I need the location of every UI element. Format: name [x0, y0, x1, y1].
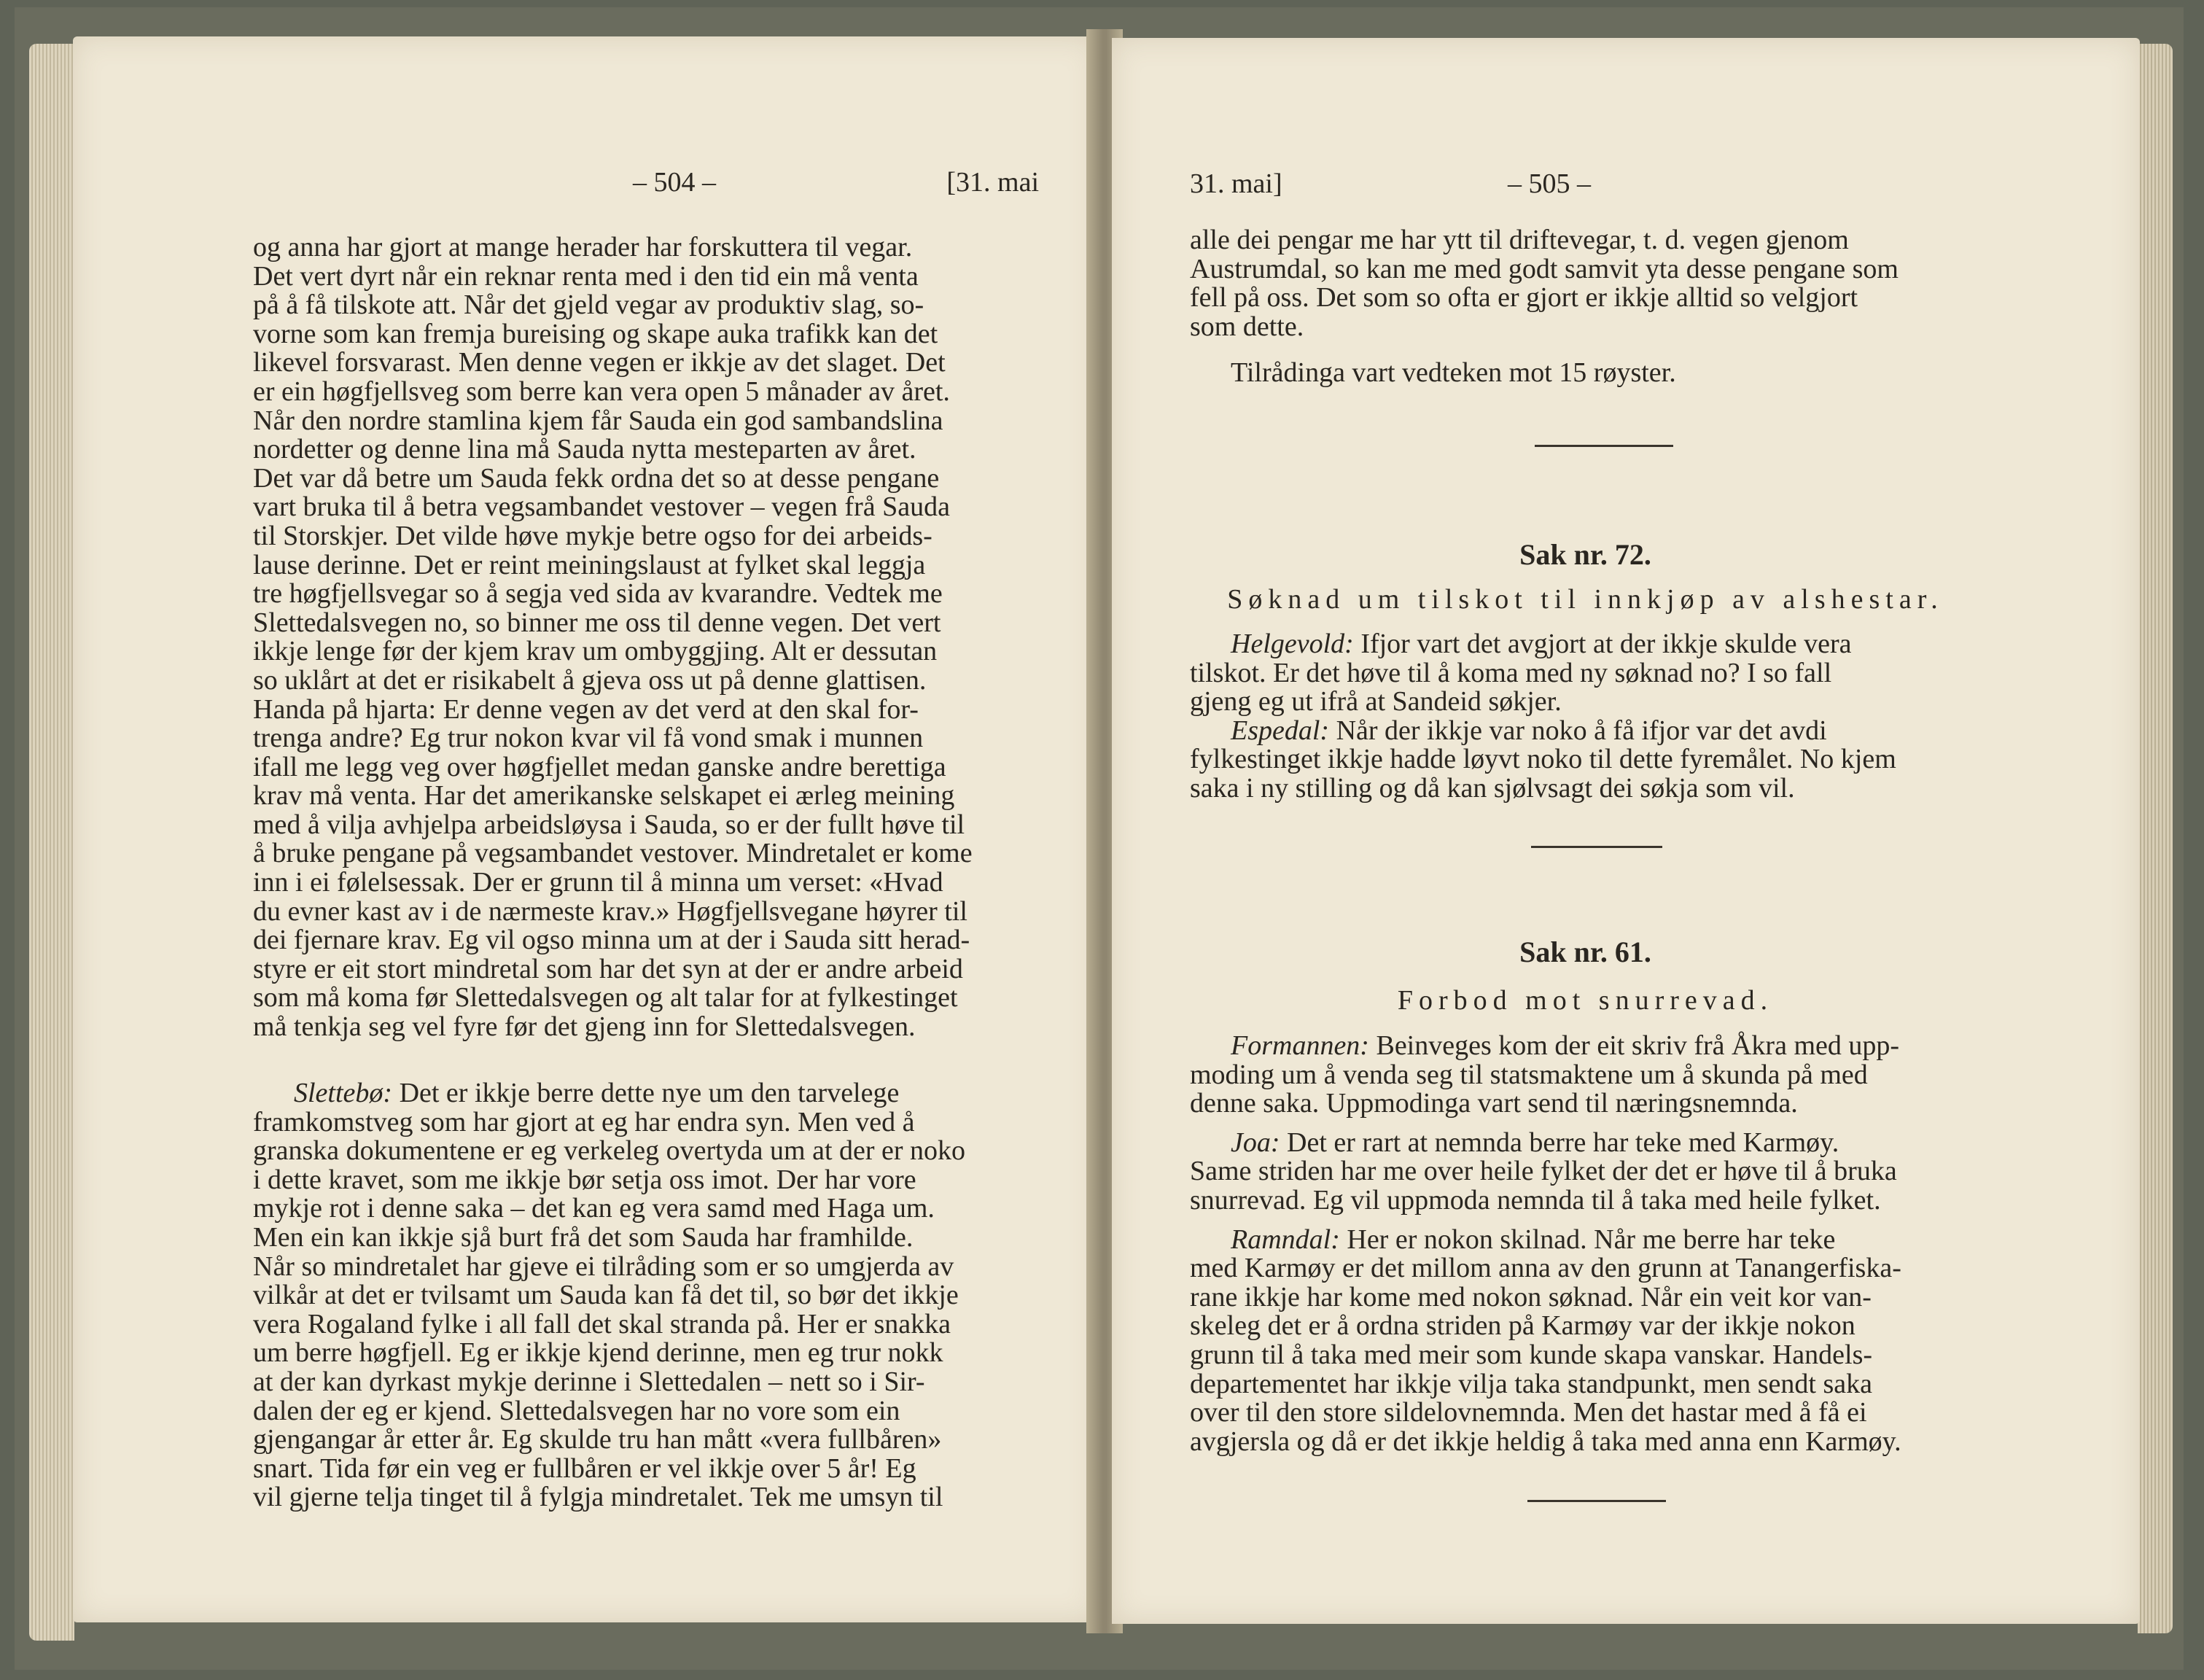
text-line: nordetter og denne lina må Sauda nytta mesteparten av året. — [253, 434, 916, 465]
section-divider — [1535, 445, 1673, 447]
text-line: tre høgfjellsvegar so å segja ved sida av kvarandre. Vedtek me — [253, 578, 943, 610]
text-line: i dette kravet, som me ikkje bør setja oss imot. Der har vore — [253, 1164, 916, 1195]
text-line: fylkestinget ikkje hadde løyvt noko til dette fyremålet. No kjem — [1190, 744, 1896, 775]
page-edges-left — [29, 44, 74, 1641]
text-line: du evner kast av i de nærmeste krav.» Høgfjellsvegane høyrer til — [253, 895, 967, 927]
text-line: over til den store sildelovnemnda. Men det hastar med å få ei — [1190, 1397, 1867, 1428]
page-edges-right — [2138, 44, 2173, 1633]
right-intro — [1190, 226, 1981, 388]
text-line: framkomstveg som har gjort at eg har endra syn. Men ved å — [253, 1106, 915, 1138]
sak-72-body — [1190, 630, 1981, 804]
text-line: vilkår at det er tvilsamt um Sauda kan få det til, so bør det ikkje — [253, 1280, 959, 1311]
sak-61-body — [1190, 1032, 1981, 1456]
text-line: Austrumdal, so kan me med godt samvit yta desse pengane som — [1190, 253, 1899, 284]
text-line: likevel forsvarast. Men denne vegen er ikkje av det slaget. Det — [253, 347, 946, 378]
text-line: departementet har ikkje vilja taka standpunkt, men sendt saka — [1190, 1368, 1872, 1399]
text-line: som dette. — [1190, 311, 1304, 342]
text-line: moding um å venda seg til statsmaktene um å skunda på med — [1190, 1059, 1868, 1090]
right-page — [1112, 38, 2140, 1624]
text-line: gjengangar år etter år. Eg skulde tru han mått «vera fullbåren» — [253, 1424, 942, 1455]
speaker-espedal: Espedal: — [1231, 715, 1330, 746]
text-line: alle dei pengar me har ytt til driftevegar, t. d. vegen gjenom — [1190, 225, 1849, 255]
text-line: saka i ny stilling og då kan sjølvsagt dei søkja som vil. — [1190, 772, 1795, 804]
text-line: er ein høgfjellsveg som berre kan vera open 5 månader av året. — [253, 376, 950, 407]
sak-72-subtitle: Søknad um tilskot til innkjøp av alshestar. — [1227, 584, 1944, 615]
text-line: vil gjerne telja tinget til å fylgja mindretalet. Tek me umsyn til — [253, 1482, 943, 1513]
text-line: Slettedalsvegen no, so binner me oss til denne vegen. Det vert — [253, 607, 941, 638]
text-line: vart bruka til å betra vegsambandet vestover – vegen frå Sauda — [253, 491, 950, 523]
text-line: med å vilja avhjelpa arbeidsløysa i Sauda, so er der fullt høve til — [253, 809, 965, 840]
text-line: vorne som kan fremja bureising og skape auka trafikk kan det — [253, 318, 938, 349]
text-line: med Karmøy er det millom anna av den grunn at Tanangerfiska- — [1190, 1253, 1901, 1284]
text-line: Men ein kan ikkje sjå burt frå det som Sauda har framhilde. — [253, 1221, 914, 1253]
verdict: Tilrådinga vart vedteken mot 15 røyster. — [1231, 357, 1676, 389]
text-line: denne saka. Uppmodinga vart send til næringsnemnda. — [1190, 1088, 1798, 1119]
text-line: tilskot. Er det høve til å koma med ny søknad no? I so fall — [1190, 657, 1832, 688]
text-line: lause derinne. Det er reint meiningslaust at fylket skal leggja — [253, 549, 926, 580]
text-line: som må koma før Slettedalsvegen og alt talar for at fylkestinget — [253, 982, 958, 1014]
text-line: å bruke pengane på vegsambandet vestover. Mindretalet er kome — [253, 838, 973, 869]
text-line: dei fjernare krav. Eg vil ogso minna um at der i Sauda sitt herad- — [253, 925, 970, 956]
text-line: til Storskjer. Det vilde høve mykje betre ogso for dei arbeids- — [253, 520, 932, 551]
text-line: Slettebø: Det er ikkje berre dette nye um den tarvelege — [294, 1078, 900, 1108]
sak-61-title: Sak nr. 61. — [1519, 936, 1651, 968]
text-line: og anna har gjort at mange herader har forskuttera til vegar. — [253, 232, 913, 262]
section-divider — [1531, 846, 1662, 848]
text-line: snart. Tida før ein veg er fullbåren er vel ikkje over 5 år! Eg — [253, 1452, 916, 1484]
text-line: styre er eit stort mindretal som har det syn at der er andre arbeid — [253, 953, 963, 984]
text-line: dalen der eg er kjend. Slettedalsvegen har no vore som ein — [253, 1395, 900, 1426]
text-line: granska dokumentene er eg verkeleg overtyda um at der er noko — [253, 1135, 966, 1167]
left-body-2 — [253, 1079, 1040, 1512]
text-line: gjeng eg ut ifrå at Sandeid søkjer. — [1190, 686, 1562, 718]
speaker-ramndal: Ramndal: — [1231, 1224, 1340, 1255]
text-line: Same striden har me over heile fylket der det er høve til å bruka — [1190, 1156, 1897, 1187]
text-line: Det var då betre um Sauda fekk ordna det so at desse pengane — [253, 462, 940, 494]
text-line: avgjersla og då er det ikkje heldig å taka med anna enn Karmøy. — [1190, 1426, 1901, 1457]
text-line: Det vert dyrt når ein reknar renta med i den tid ein må venta — [253, 260, 919, 292]
speaker-joa: Joa: — [1231, 1127, 1280, 1158]
text-line: krav må venta. Har det amerikanske selskapet ei ærleg meining — [253, 780, 955, 812]
text-line: Når den nordre stamlina kjem får Sauda ein god sambandslina — [253, 405, 943, 436]
left-page-number: – 504 – — [633, 167, 716, 198]
speaker-formannen: Formannen: — [1231, 1030, 1369, 1061]
text-line: Joa: Det er rart at nemnda berre har teke med Karmøy. — [1231, 1127, 1839, 1158]
text-line: rane ikkje har kome med nokon søknad. Når ein veit kor van- — [1190, 1281, 1872, 1312]
text-line: Helgevold: Ifjor vart det avgjort at der ikkje skulde vera — [1231, 629, 1852, 659]
sak-61-subtitle: Forbod mot snurrevad. — [1397, 985, 1774, 1016]
text-line: so uklårt at det er risikabelt å gjeva oss ut på denne glattisen. — [253, 664, 927, 696]
text-line: Handa på hjarta: Er denne vegen av det verd at den skal for- — [253, 693, 919, 725]
right-page-number: – 505 – — [1508, 168, 1591, 199]
text-line: ifall me legg veg over høgfjellet medan ganske andre berettiga — [253, 751, 946, 782]
text-line: Ramndal: Her er nokon skilnad. Når me berre har teke — [1231, 1224, 1836, 1255]
text-line: snurrevad. Eg vil uppmoda nemnda til å taka med heile fylket. — [1190, 1184, 1881, 1216]
speaker-slettebo: Slettebø: — [294, 1078, 393, 1108]
text-line: mykje rot i denne saka – det kan eg vera samd med Haga um. — [253, 1193, 935, 1224]
text-line: Formannen: Beinveges kom der eit skriv frå Åkra med upp- — [1231, 1030, 1900, 1061]
text-line: må tenkja seg vel fyre før det gjeng inn for Slettedalsvegen. — [253, 1011, 916, 1043]
text-line: fell på oss. Det som so ofta er gjort er ikkje alltid so velgjort — [1190, 282, 1858, 314]
left-body — [253, 233, 1040, 1042]
section-divider — [1527, 1500, 1666, 1502]
text-line: trenga andre? Eg trur nokon kvar vil få vond smak i munnen — [253, 723, 924, 754]
text-line: um berre høgfjell. Eg er ikkje kjend derinne, men eg trur nokk — [253, 1337, 943, 1369]
left-page — [73, 36, 1097, 1622]
text-line: ikkje lenge før der kjem krav um ombyggjing. Alt er dessutan — [253, 636, 938, 667]
text-line: på å få tilskote att. Når det gjeld vegar av produktiv slag, so- — [253, 289, 924, 321]
text-line: Når so mindretalet har gjeve ei tilråding som er so umgjerda av — [253, 1251, 954, 1282]
sak-72-title: Sak nr. 72. — [1519, 538, 1651, 571]
text-line: Espedal: Når der ikkje var noko å få ifjor var det avdi — [1231, 715, 1827, 746]
right-page-date: 31. mai] — [1190, 168, 1282, 199]
text-line: inn i ei følelsessak. Der er grunn til å minna um verset: «Hvad — [253, 867, 943, 898]
text-line: grunn til å taka med meir som kunde skapa vanskar. Handels- — [1190, 1339, 1873, 1370]
text-line: at der kan dyrkast mykje derinne i Slettedalen – nett so i Sir- — [253, 1366, 925, 1397]
speaker-helgevold: Helgevold: — [1231, 629, 1354, 659]
left-page-date: [31. mai — [946, 167, 1039, 198]
left-paragraph-1 — [253, 233, 1040, 1042]
text-line: skeleg det er å ordna striden på Karmøy var der ikkje nokon — [1190, 1310, 1856, 1342]
text-line: vera Rogaland fylke i all fall det skal stranda på. Her er snakka — [253, 1308, 951, 1339]
